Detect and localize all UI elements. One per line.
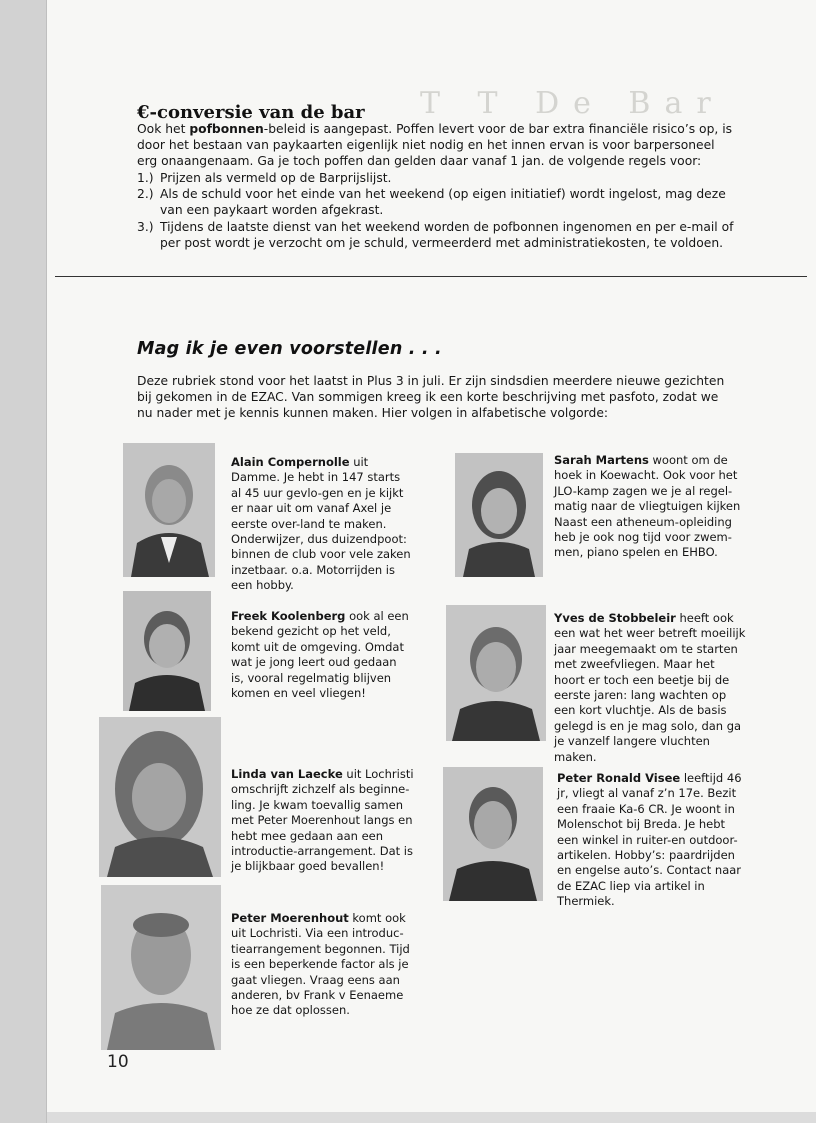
rule-number: 3.)	[137, 219, 154, 234]
profile-name: Sarah Martens	[554, 453, 649, 467]
passport-photo-sarah	[455, 453, 543, 577]
intro-bold-term: pofbonnen	[189, 122, 264, 136]
profile-alain	[231, 455, 413, 594]
euro-section-intro	[137, 121, 737, 170]
profile-name: Alain Compernolle	[231, 455, 350, 469]
profile-peter-moerenhout	[231, 911, 415, 1019]
rules-list	[137, 170, 737, 251]
intro-section-lead: Deze rubriek stond voor het laatst in Plus 3 in juli. Er zijn sindsdien meerdere nieuwe gezichten bij gekomen in de EZAC. Van sommigen kreeg ik een korte beschrijving met pasfoto, zodat we nu nader met je kennis kunnen maken. Hier volgen in alfabetische volgorde:	[137, 374, 725, 421]
intro-text-start: Ook het	[137, 122, 190, 136]
profile-text: leeftijd 46 jr, vliegt al vanaf z’n 17e. Bezit een fraaie Ka-6 CR. Je woont in Molenschot bij Breda. Je hebt een winkel in ruiter-en outdoor-artikelen. Hobby’s: paardrijden en engelse auto’s. Contact naar de EZAC liep via artikel in Thermiek.	[557, 771, 742, 909]
rule-number: 1.)	[137, 171, 154, 185]
passport-photo-linda	[99, 717, 221, 877]
passport-photo-peter-m	[101, 885, 221, 1050]
section-divider	[55, 276, 807, 277]
profile-yves	[554, 611, 748, 765]
rule-item	[137, 186, 737, 218]
intro-text-rest: -beleid is aangepast. Poffen levert voor de bar extra financiële risico’s op, is door het bestaan van paykaarten eigenlijk niet nodig en het innen ervan is voor barpersoneel erg onaangenaam. Ga je toch poffen dan gelden daar vanaf 1 jan. de volgende regels voor:	[137, 122, 733, 169]
rule-item	[137, 219, 737, 251]
profile-name: Peter Moerenhout	[231, 911, 349, 925]
profile-text: ook al een bekend gezicht op het veld, komt uit de omgeving. Omdat wat je jong leert oud gedaan is, vooral regelmatig blijven komen en veel vliegen!	[231, 609, 409, 701]
rule-text: Als de schuld voor het einde van het weekend (op eigen initiatief) wordt ingelost, mag deze van een paykaart worden afgekrast.	[160, 187, 726, 218]
profile-name: Peter Ronald Visee	[557, 771, 681, 785]
page-number: 10	[107, 1052, 129, 1072]
passport-photo-alain	[123, 443, 215, 577]
profile-name: Linda van Laecke	[231, 767, 343, 781]
passport-photo-yves	[446, 605, 546, 741]
profile-text: komt ook uit Lochristi. Via een introduc-tiearrangement begonnen. Tijd is een beperkende factor als je gaat vliegen. Vraag eens aan anderen, bv Frank v Eenaeme hoe ze dat oplossen.	[231, 911, 410, 1018]
profile-name: Freek Koolenberg	[231, 609, 346, 623]
passport-photo-peter-v	[443, 767, 543, 901]
intro-section-title: Mag ik je even voorstellen . . .	[137, 339, 442, 359]
profile-freek	[231, 609, 413, 701]
profile-sarah	[554, 453, 746, 561]
profile-name: Yves de Stobbeleir	[554, 611, 676, 625]
profile-text: heeft ook een wat het weer betreft moeilijk jaar meegemaakt om te starten met zweefvliegen. Maar het hoort er toch een beetje bij de eerste jaren: lang wachten op een kort vluchtje. Als de basis gelegd is en je mag solo, dan ga je vanzelf langere vluchten maken.	[554, 611, 746, 764]
bleed-through-text: T T De Bar	[420, 86, 725, 121]
profile-peter-visee	[557, 771, 747, 910]
profile-text: uit Lochristi omschrijft zichzelf als beginne-ling. Je kwam toevallig samen met Peter Moerenhout langs en hebt mee gedaan aan een introductie-arrangement. Dat is je blijkbaar goed bevallen!	[231, 767, 414, 874]
profile-text: uit Damme. Je hebt in 147 starts al 45 uur gevlo-gen en je kijkt er naar uit om vanaf Axel je eerste over-land te maken. Onderwijzer, dus duizendpoot: binnen de club voor vele zaken inzetbaar. o.a. Motorrijden is een hobby.	[231, 455, 411, 593]
profile-text: woont om de hoek in Koewacht. Ook voor het JLO-kamp zagen we je al regel-matig naar de vliegtuigen kijken Naast een atheneum-opleiding heb je ook nog tijd voor zwem-men, piano spelen en EHBO.	[554, 453, 741, 560]
rule-number: 2.)	[137, 187, 154, 202]
passport-photo-freek	[123, 591, 211, 711]
rule-text: Tijdens de laatste dienst van het weekend worden de pofbonnen ingenomen en per e-mail of per post wordt je verzocht om je schuld, vermeerderd met administratiekosten, te voldoen.	[160, 219, 734, 250]
rule-item	[137, 170, 737, 186]
euro-section-title: €-conversie van de bar	[137, 102, 365, 123]
scan-edge	[0, 0, 47, 1123]
rule-text: Prijzen als vermeld op de Barprijslijst.	[160, 171, 392, 185]
profile-linda	[231, 767, 417, 875]
